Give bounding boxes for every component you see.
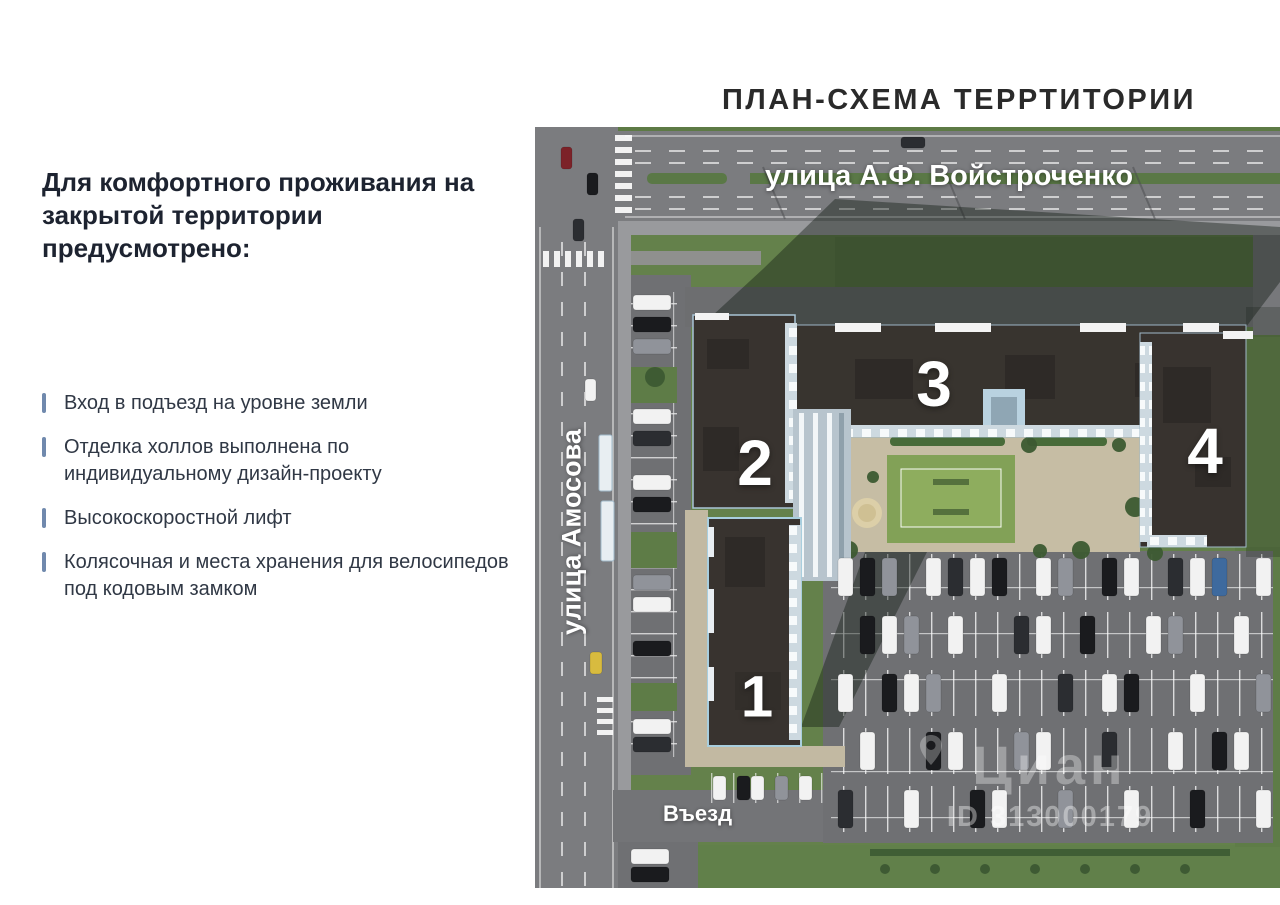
list-item bbox=[42, 434, 512, 488]
street-label-voystrochenko: улица А.Ф. Войстроченко bbox=[765, 160, 1134, 192]
building-number-4: 4 bbox=[1187, 415, 1223, 487]
feature-label: Отделка холлов выполнена по индивидуальному дизайн-проекту bbox=[64, 436, 382, 485]
intro-heading: Для комфортного проживания на закрытой территории предусмотрено: bbox=[42, 167, 475, 263]
list-item bbox=[42, 549, 512, 603]
bullet-bar-icon bbox=[42, 552, 46, 572]
bullet-bar-icon bbox=[42, 393, 46, 413]
site-plan bbox=[535, 127, 1280, 888]
feature-label: Колясочная и места хранения для велосипедов под кодовым замком bbox=[64, 551, 509, 600]
building-number-1: 1 bbox=[740, 664, 774, 730]
watermark-id: ID 313000179 bbox=[946, 801, 1154, 833]
feature-list bbox=[42, 390, 512, 603]
site-plan-render bbox=[535, 127, 1280, 888]
street-label-amosova: улица Амосова bbox=[556, 429, 587, 635]
entrance-label: Въезд bbox=[663, 801, 733, 826]
building-number-2: 2 bbox=[737, 427, 773, 499]
feature-label: Вход в подъезд на уровне земли bbox=[64, 392, 368, 414]
building-number-3: 3 bbox=[916, 348, 952, 420]
watermark-brand-text: Циан bbox=[972, 736, 1128, 796]
page-title: ПЛАН-СХЕМА ТЕРРТИТОРИИ bbox=[722, 84, 1196, 116]
feature-label: Высокоскоростной лифт bbox=[64, 507, 292, 529]
bullet-bar-icon bbox=[42, 437, 46, 457]
list-item bbox=[42, 390, 512, 417]
bullet-bar-icon bbox=[42, 508, 46, 528]
list-item bbox=[42, 505, 512, 532]
